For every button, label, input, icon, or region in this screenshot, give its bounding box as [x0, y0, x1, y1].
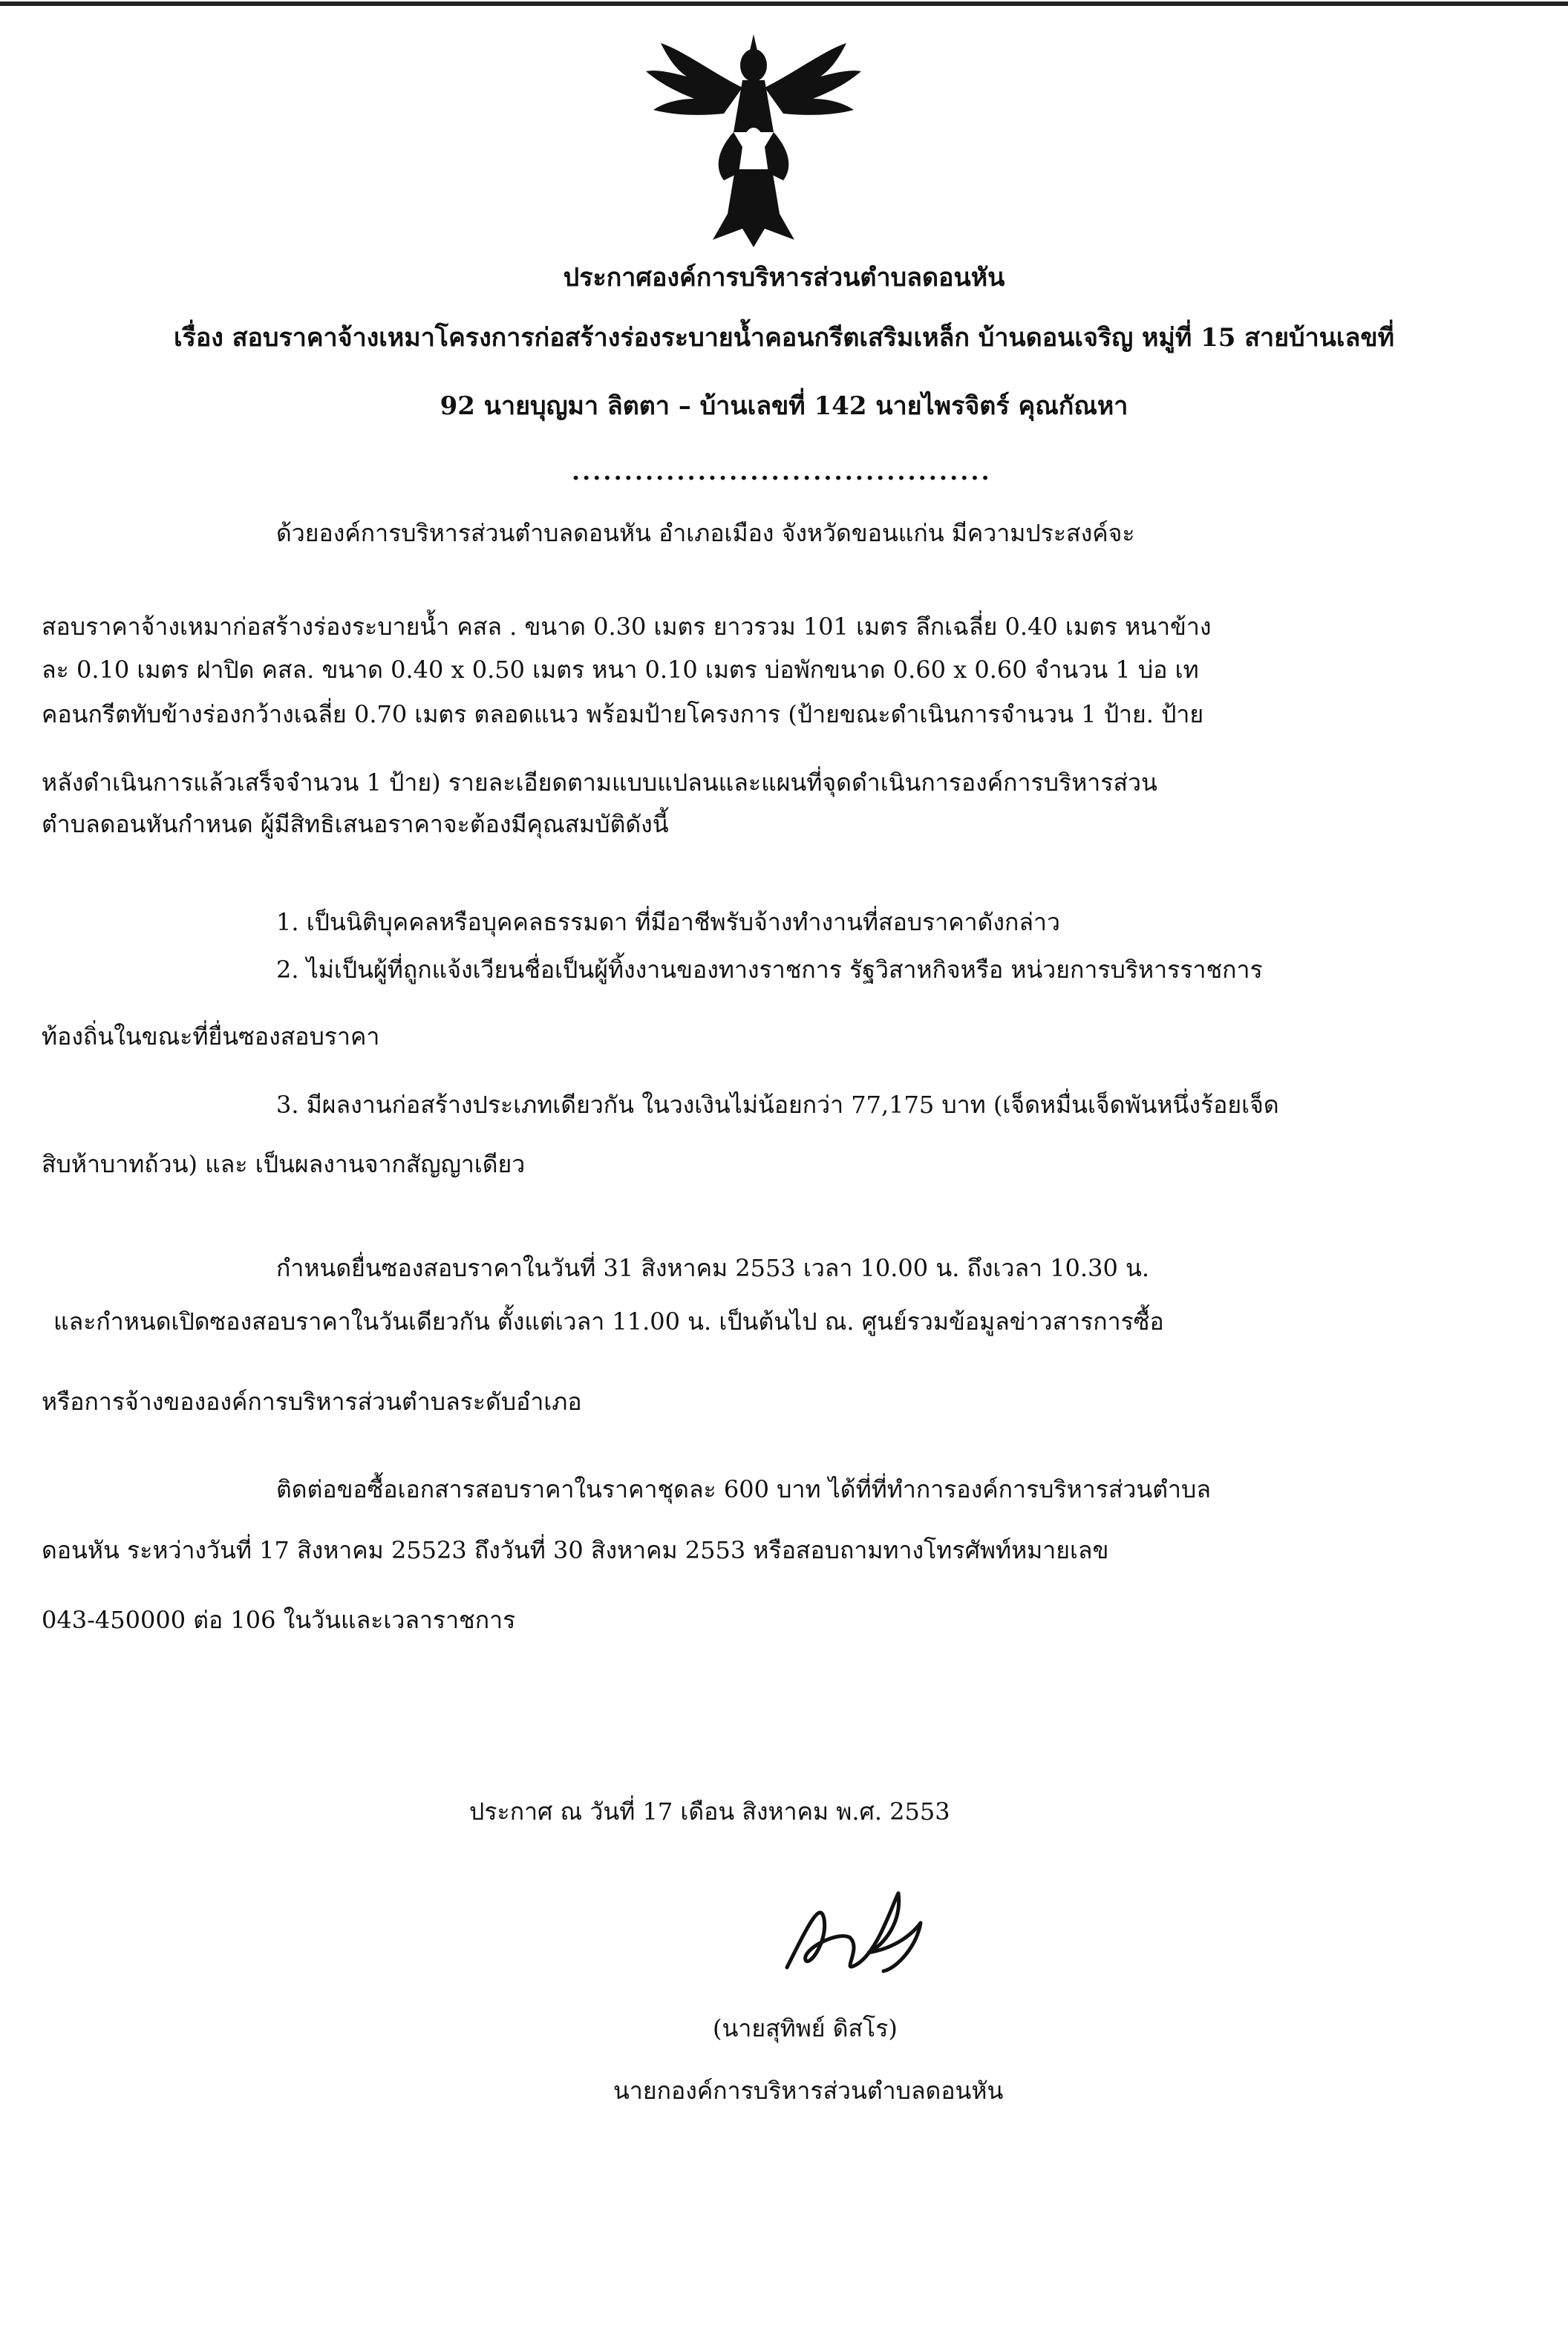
announcement-title: ประกาศองค์การบริหารส่วนตำบลดอนหัน	[563, 263, 1005, 293]
garuda-emblem	[631, 28, 876, 251]
signer-title: นายกองค์การบริหารส่วนตำบลดอนหัน	[613, 2077, 1004, 2105]
contact-line-1: ติดต่อขอซื้อเอกสารสอบราคาในราคาชุดละ 600 บาท ได้ที่ที่ทำการองค์การบริหารส่วนตำบล	[276, 1475, 1211, 1503]
qualification-item-2-line-2: ท้องถิ่นในขณะที่ยื่นซองสอบราคา	[42, 1022, 380, 1051]
intro-line-2: สอบราคาจ้างเหมาก่อสร้างร่องระบายน้ำ คสล . ขนาด 0.30 เมตร ยาวรวม 101 เมตร ลึกเฉลี่ย 0.40 เมตร หนาข้าง	[42, 612, 1212, 641]
announcement-date: ประกาศ ณ วันที่ 17 เดือน สิงหาคม พ.ศ. 2553	[469, 1797, 950, 1826]
intro-line-3: ละ 0.10 เมตร ฝาปิด คสล. ขนาด 0.40 x 0.50 เมตร หนา 0.10 เมตร บ่อพักขนาด 0.60 x 0.60 จำนวน 1 บ่อ เท	[42, 656, 1199, 684]
signer-name: (นายสุทิพย์ ดิสโร)	[713, 2014, 898, 2042]
schedule-line-2: และกำหนดเปิดซองสอบราคาในวันเดียวกัน ตั้งแต่เวลา 11.00 น. เป็นต้นไป ณ. ศูนย์รวมข้อมูลข่าวสารการซื้อ	[53, 1307, 1164, 1336]
qualification-item-3-line-1: 3. มีผลงานก่อสร้างประเภทเดียวกัน ในวงเงินไม่น้อยกว่า 77,175 บาท (เจ็ดหมื่นเจ็ดพันหนึ่งร้อยเจ็ด	[276, 1091, 1279, 1119]
contact-line-2: ดอนหัน ระหว่างวันที่ 17 สิงหาคม 25523 ถึงวันที่ 30 สิงหาคม 2553 หรือสอบถามทางโทรศัพท์หมายเลข	[42, 1536, 1109, 1564]
qualification-item-1: 1. เป็นนิติบุคคลหรือบุคคลธรรมดา ที่มีอาชีพรับจ้างทำงานที่สอบราคาดังกล่าว	[276, 908, 1060, 936]
signature	[780, 1878, 943, 1990]
intro-line-5: หลังดำเนินการแล้วเสร็จจำนวน 1 ป้าย) รายละเอียดตามแบบแปลนและแผนที่จุดดำเนินการองค์การบริหารส่วน	[42, 768, 1157, 797]
subject-line-2: 92 นายบุญมา ลิตตา – บ้านเลขที่ 142 นายไพรจิตร์ คุณกัณหา	[440, 391, 1128, 421]
qualification-item-3-line-2: สิบห้าบาทถ้วน) และ เป็นผลงานจากสัญญาเดียว	[42, 1150, 526, 1178]
top-edge-rule	[0, 1, 1568, 6]
qualification-item-2-line-1: 2. ไม่เป็นผู้ที่ถูกแจ้งเวียนชื่อเป็นผู้ทิ้งงานของทางราชการ รัฐวิสาหกิจหรือ หน่วยการบริหารราชการ	[276, 956, 1263, 984]
contact-line-3: 043-450000 ต่อ 106 ในวันและเวลาราชการ	[42, 1606, 516, 1634]
intro-line-4: คอนกรีตทับข้างร่องกว้างเฉลี่ย 0.70 เมตร ตลอดแนว พร้อมป้ายโครงการ (ป้ายขณะดำเนินการจำนวน 1 ป้าย. ป้าย	[42, 700, 1204, 728]
intro-line-6: ตำบลดอนหันกำหนด ผู้มีสิทธิเสนอราคาจะต้องมีคุณสมบัติดังนี้	[42, 810, 669, 838]
title-separator: ........................................	[572, 457, 992, 486]
subject-line-1: เรื่อง สอบราคาจ้างเหมาโครงการก่อสร้างร่องระบายน้ำคอนกรีตเสริมเหล็ก บ้านดอนเจริญ หมู่ที่ 15 สายบ้านเลขที่	[173, 323, 1395, 353]
intro-line-1: ด้วยองค์การบริหารส่วนตำบลดอนหัน อำเภอเมือง จังหวัดขอนแก่น มีความประสงค์จะ	[276, 519, 1135, 547]
schedule-line-1: กำหนดยื่นซองสอบราคาในวันที่ 31 สิงหาคม 2553 เวลา 10.00 น. ถึงเวลา 10.30 น.	[276, 1254, 1150, 1282]
schedule-line-3: หรือการจ้างขององค์การบริหารส่วนตำบลระดับอำเภอ	[42, 1388, 582, 1416]
